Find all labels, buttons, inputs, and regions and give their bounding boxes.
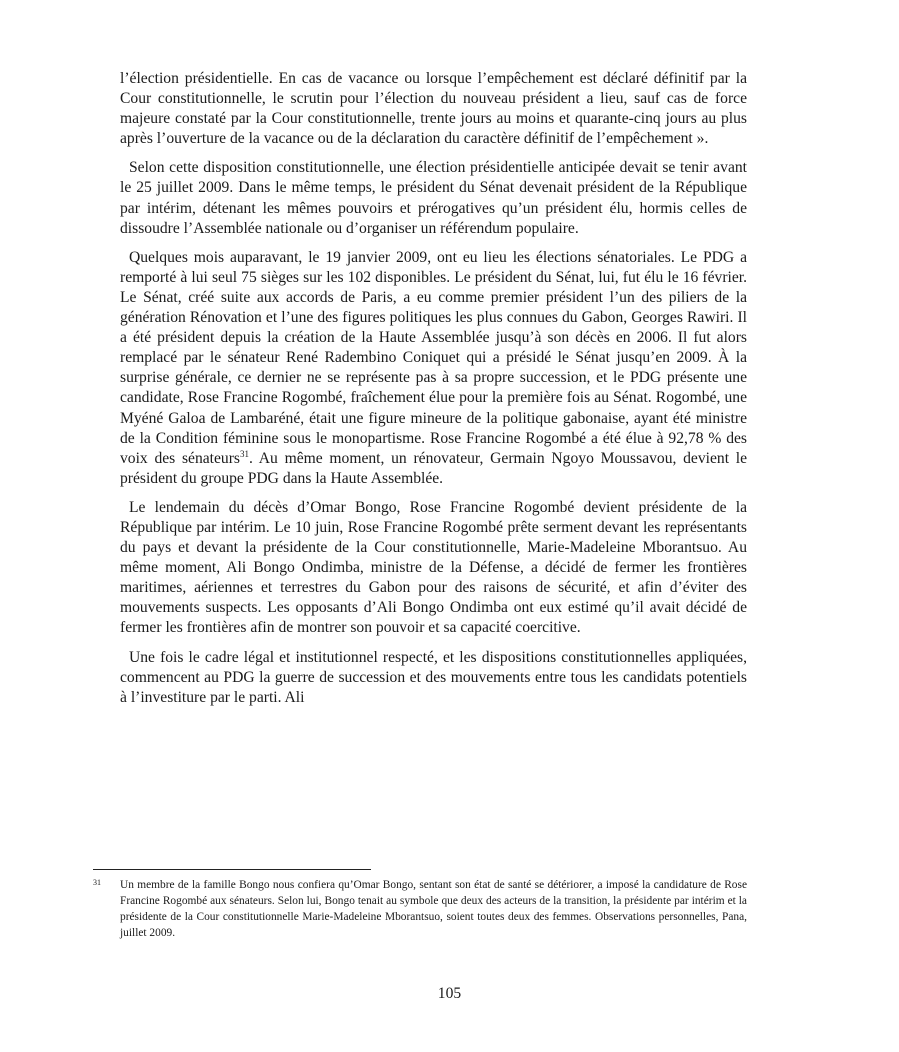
- paragraph-3-text: Quelques mois auparavant, le 19 janvier 2009, ont eu lieu les élections sénatoriales. Le PDG a remporté à lui seul 75 sièges sur les 102 disponibles. Le président du Sénat, lui, fut élu le 16 février. Le Sénat, créé suite aux accords de Paris, a eu comme premier président l’un des piliers de la génération Rénovation et l’une des figures politiques les plus connues du Gabon, Georges Rawiri. Il a été président depuis la création de la Haute Assemblée jusqu’à son décès en 2006. Il fut alors remplacé par le sénateur René Radembino Coniquet qui a présidé le Sénat jusqu’en 2009. À la surprise générale, ce dernier ne se représente pas à sa propre succession, et le PDG présente une candidate, Rose Francine Rogombé, fraîchement élue pour la première fois au Sénat. Rogombé, une Myéné Galoa de Lambaréné, était une figure mineure de la politique gabonaise, ayant été ministre de la Condition féminine sous le monopartisme. Rose Francine Rogombé a été élue à 92,78 % des voix des sénateurs: [120, 248, 747, 467]
- paragraph-1: l’élection présidentielle. En cas de vacance ou lorsque l’empêchement est déclaré définitif par la Cour constitutionnelle, le scrutin pour l’élection du nouveau président a lieu, sauf cas de force majeure constaté par la Cour constitutionnelle, trente jours au moins et quarante-cinq jours au plus après l’ouverture de la vacance ou de la déclaration du caractère définitif de l’empêchement ».: [120, 70, 747, 148]
- footnote-number: 31: [93, 878, 101, 887]
- body-text: [120, 69, 747, 717]
- paragraph-2: Selon cette disposition constitutionnelle, une élection présidentielle anticipée devait se tenir avant le 25 juillet 2009. Dans le même temps, le président du Sénat devenait président de la République par intérim, détenant les mêmes pouvoirs et prérogatives qu’un président élu, hormis celles de dissoudre l’Assemblée nationale ou d’organiser un référendum populaire.: [120, 159, 747, 237]
- page-number: 105: [437, 985, 462, 1002]
- paragraph-3-continued: Au même moment, un rénovateur, Germain Ngoyo Moussavou, devient le président du groupe PDG dans la Haute Assemblée.: [120, 449, 748, 487]
- footnote-reference[interactable]: 31: [240, 448, 249, 459]
- footnote-divider: [93, 869, 371, 870]
- paragraph-5: Une fois le cadre légal et institutionnel respecté, et les dispositions constitutionnelles appliquées, commencent au PDG la guerre de succession et des mouvements entre tous les candidats potentiels à l’investiture par le parti. Ali: [120, 648, 747, 706]
- paragraph-3: Quelques mois auparavant, le 19 janvier 2009, ont eu lieu les élections sénatoriales. Le PDG a remporté à lui seul 75 sièges sur les 102 disponibles. Le président du Sénat, lui, fut élu le 16 février. Le Sénat, créé suite aux accords de Paris, a eu comme premier président l’un des piliers de la génération Rénovation et l’une des figures politiques les plus connues du Gabon, Georges Rawiri. Il a été président depuis la création de la Haute Assemblée jusqu’à son décès en 2006. Il fut alors remplacé par le sénateur René Radembino Coniquet qui a présidé le Sénat jusqu’en 2009. À la surprise générale, ce dernier ne se représente pas à sa propre succession, et le PDG présente une candidate, Rose Francine Rogombé, fraîchement élue pour la première fois au Sénat. Rogombé, une Myéné Galoa de Lambaréné, était une figure mineure de la politique gabonaise, ayant été ministre de la Condition féminine sous le monopartisme. Rose Francine Rogombé a été élue à 92,78 % des voix des sénateurs$^{31}$. Au même moment, un rénovateur, Germain Ngoyo Moussavou, devient le président du groupe PDG dans la Haute Assemblée.: [120, 248, 748, 487]
- footnote: [93, 877, 747, 941]
- footnote-text: Un membre de la famille Bongo nous confiera qu’Omar Bongo, sentant son état de santé se détériorer, a imposé la candidature de Rose Francine Rogombé aux sénateurs. Selon lui, Bongo tenait au symbole que deux des acteurs de la transition, la présidente par intérim et la présidente de la Cour constitutionnelle Marie-Madeleine Mborantsuo, soient toutes deux des femmes. Observations personnelles, Pana, juillet 2009.: [120, 879, 747, 939]
- paragraph-4: Le lendemain du décès d’Omar Bongo, Rose Francine Rogombé devient présidente de la République par intérim. Le 10 juin, Rose Francine Rogombé prête serment devant les représentants du pays et devant la présidente de la Cour constitutionnelle, Marie-Madeleine Mborantsuo. Au même moment, Ali Bongo Ondimba, ministre de la Défense, a décidé de fermer les frontières maritimes, aériennes et terrestres du Gabon pour des raisons de sécurité, et afin d’éviter des mouvements suspects. Les opposants d’Ali Bongo Ondimba ont eux estimé qu’il avait décidé de fermer les frontières afin de montrer son pouvoir et sa capacité coercitive.: [120, 498, 747, 637]
